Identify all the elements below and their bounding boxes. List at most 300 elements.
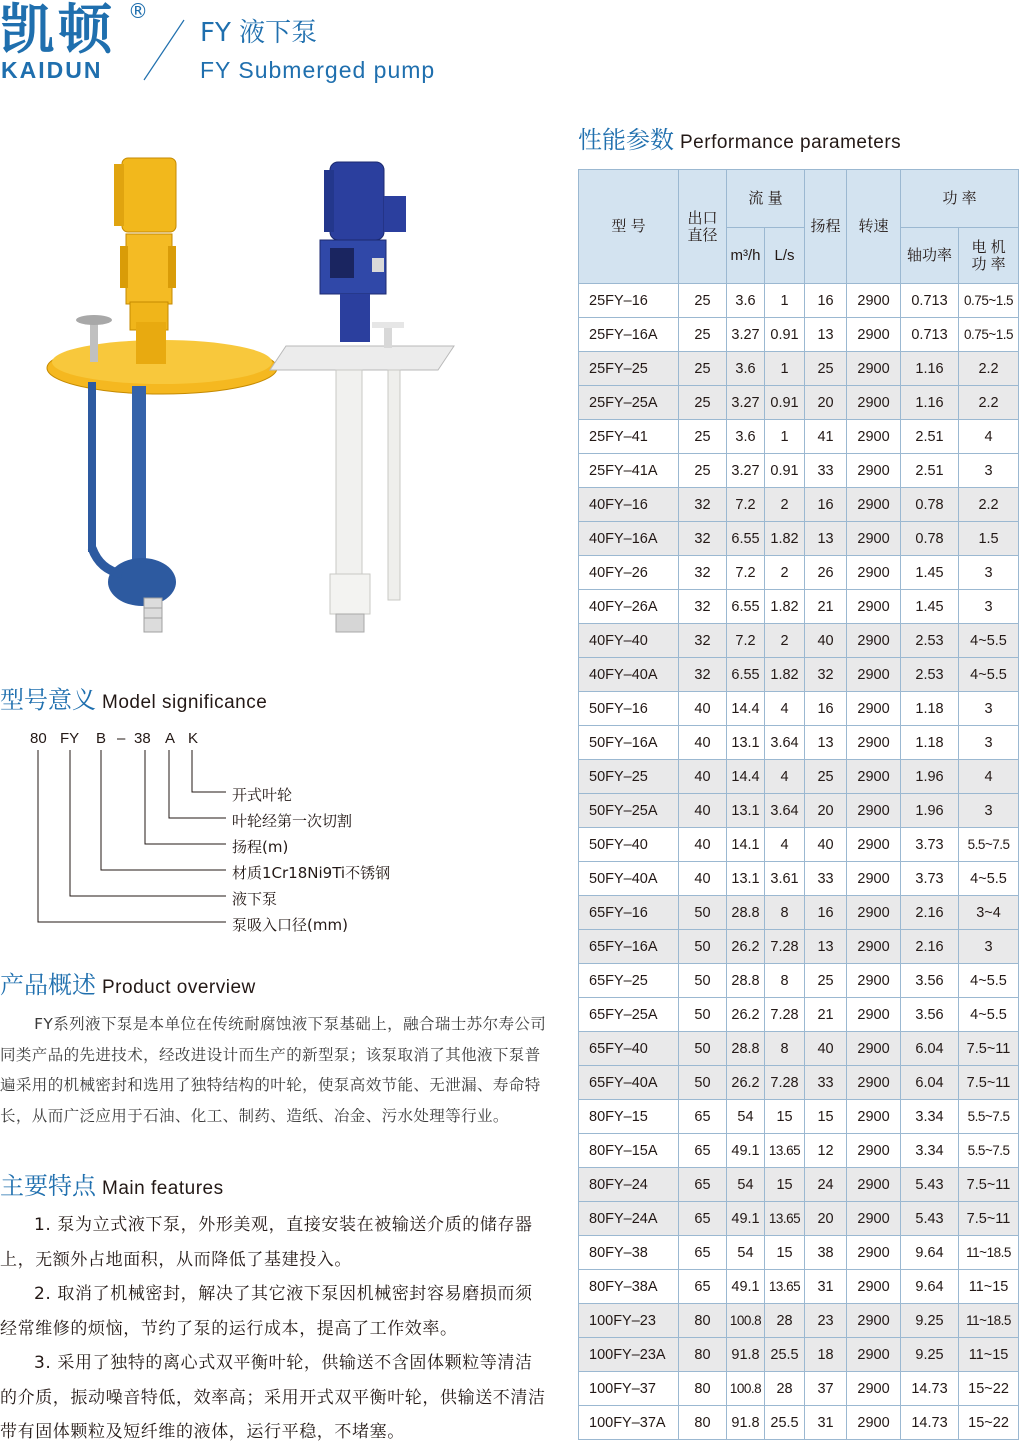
cell-motor-power: 7.5~11 [959, 1066, 1019, 1100]
cell-motor-power: 3~4 [959, 896, 1019, 930]
header-flow-m3h: m³/h [727, 228, 765, 284]
header-divider [140, 18, 186, 82]
cell-flow-ls: 1.82 [765, 658, 805, 692]
cell-shaft-power: 1.18 [901, 692, 959, 726]
cell-head: 31 [805, 1406, 847, 1440]
cell-motor-power: 3 [959, 590, 1019, 624]
cell-shaft-power: 0.713 [901, 284, 959, 318]
cell-model: 50FY–40A [579, 862, 679, 896]
cell-model: 25FY–41A [579, 454, 679, 488]
features-heading-cn: 主要特点 [0, 1172, 96, 1200]
meaning-material: 材质1Cr18Ni9Ti不锈钢 [232, 864, 391, 882]
cell-shaft-power: 14.73 [901, 1372, 959, 1406]
cell-flow-ls: 4 [765, 692, 805, 726]
table-row [579, 896, 1019, 930]
cell-motor-power: 5.5~7.5 [959, 1134, 1019, 1168]
cell-model: 80FY–24 [579, 1168, 679, 1202]
cell-flow-m3h: 54 [727, 1168, 765, 1202]
cell-motor-power: 5.5~7.5 [959, 828, 1019, 862]
cell-motor-power: 4 [959, 420, 1019, 454]
cell-flow-ls: 4 [765, 828, 805, 862]
cell-flow-ls: 28 [765, 1372, 805, 1406]
header-flow-ls: L/s [765, 228, 805, 284]
cell-speed: 2900 [847, 760, 901, 794]
cell-motor-power: 15~22 [959, 1372, 1019, 1406]
cell-flow-m3h: 91.8 [727, 1338, 765, 1372]
cell-speed: 2900 [847, 1168, 901, 1202]
cell-flow-m3h: 28.8 [727, 896, 765, 930]
cell-shaft-power: 14.73 [901, 1406, 959, 1440]
cell-outlet-diameter: 40 [679, 692, 727, 726]
meaning-head: 扬程(m) [232, 838, 289, 856]
cell-speed: 2900 [847, 658, 901, 692]
cell-head: 21 [805, 998, 847, 1032]
cell-shaft-power: 1.16 [901, 386, 959, 420]
table-row [579, 760, 1019, 794]
header-head: 扬程 [805, 170, 847, 284]
cell-head: 13 [805, 930, 847, 964]
cell-outlet-diameter: 50 [679, 964, 727, 998]
cell-speed: 2900 [847, 522, 901, 556]
table-row [579, 862, 1019, 896]
cell-flow-ls: 0.91 [765, 318, 805, 352]
performance-section-heading [578, 124, 901, 159]
cell-model: 50FY–16 [579, 692, 679, 726]
cell-head: 31 [805, 1270, 847, 1304]
header-shaft-power: 轴功率 [901, 228, 959, 284]
table-row [579, 1406, 1019, 1440]
header-motor-power: 电 机 功 率 [959, 228, 1019, 284]
feature-item: 3. 采用了独特的离心式双平衡叶轮，供输送不含固体颗粒等清洁的介质，振动噪音特低，效率高；采用开式双平衡叶轮，供输送不清洁带有固体颗粒及短纤维的液体，运行平稳，不堵塞。 [0, 1353, 546, 1442]
cell-shaft-power: 5.43 [901, 1202, 959, 1236]
cell-outlet-diameter: 80 [679, 1406, 727, 1440]
cell-flow-ls: 1.82 [765, 522, 805, 556]
cell-motor-power: 4~5.5 [959, 862, 1019, 896]
cell-model: 65FY–16A [579, 930, 679, 964]
cell-speed: 2900 [847, 930, 901, 964]
cell-speed: 2900 [847, 488, 901, 522]
cell-flow-m3h: 13.1 [727, 862, 765, 896]
cell-outlet-diameter: 65 [679, 1270, 727, 1304]
yellow-pump-image [47, 158, 277, 632]
cell-shaft-power: 1.96 [901, 794, 959, 828]
cell-head: 33 [805, 1066, 847, 1100]
cell-head: 40 [805, 1032, 847, 1066]
cell-speed: 2900 [847, 964, 901, 998]
code-part-head: 38 [134, 730, 151, 747]
cell-flow-m3h: 13.1 [727, 794, 765, 828]
performance-heading-cn: 性能参数 [578, 126, 674, 154]
cell-shaft-power: 2.16 [901, 896, 959, 930]
cell-flow-m3h: 3.6 [727, 284, 765, 318]
cell-speed: 2900 [847, 862, 901, 896]
cell-flow-m3h: 7.2 [727, 624, 765, 658]
cell-flow-m3h: 14.4 [727, 760, 765, 794]
cell-speed: 2900 [847, 624, 901, 658]
cell-flow-ls: 1 [765, 352, 805, 386]
cell-shaft-power: 0.78 [901, 488, 959, 522]
cell-shaft-power: 0.78 [901, 522, 959, 556]
cell-flow-ls: 3.64 [765, 726, 805, 760]
cell-flow-m3h: 28.8 [727, 964, 765, 998]
cell-outlet-diameter: 40 [679, 726, 727, 760]
cell-outlet-diameter: 40 [679, 862, 727, 896]
cell-shaft-power: 9.64 [901, 1270, 959, 1304]
overview-section-heading [0, 969, 256, 1004]
cell-model: 40FY–40 [579, 624, 679, 658]
header-speed: 转速 [847, 170, 901, 284]
cell-flow-ls: 8 [765, 896, 805, 930]
brand-logo-en: KAIDUN [1, 57, 103, 83]
cell-head: 16 [805, 284, 847, 318]
cell-head: 32 [805, 658, 847, 692]
cell-flow-ls: 7.28 [765, 1066, 805, 1100]
cell-motor-power: 4~5.5 [959, 624, 1019, 658]
cell-model: 65FY–40A [579, 1066, 679, 1100]
cell-speed: 2900 [847, 1134, 901, 1168]
cell-flow-m3h: 3.27 [727, 318, 765, 352]
cell-outlet-diameter: 40 [679, 760, 727, 794]
meaning-impeller-cut: 叶轮经第一次切割 [232, 812, 353, 830]
cell-motor-power: 3 [959, 794, 1019, 828]
meaning-open-impeller: 开式叶轮 [232, 786, 293, 804]
table-row [579, 1202, 1019, 1236]
model-section-heading [0, 684, 267, 719]
cell-speed: 2900 [847, 1372, 901, 1406]
table-row [579, 318, 1019, 352]
table-row [579, 1236, 1019, 1270]
table-row [579, 556, 1019, 590]
table-row [579, 420, 1019, 454]
cell-outlet-diameter: 25 [679, 454, 727, 488]
cell-head: 25 [805, 352, 847, 386]
cell-shaft-power: 2.53 [901, 658, 959, 692]
overview-heading-en: Product overview [102, 977, 256, 998]
table-row [579, 964, 1019, 998]
cell-flow-ls: 8 [765, 1032, 805, 1066]
cell-head: 33 [805, 862, 847, 896]
cell-flow-ls: 7.28 [765, 930, 805, 964]
cell-outlet-diameter: 50 [679, 896, 727, 930]
cell-motor-power: 4~5.5 [959, 998, 1019, 1032]
cell-outlet-diameter: 40 [679, 828, 727, 862]
cell-flow-m3h: 3.6 [727, 352, 765, 386]
cell-model: 65FY–16 [579, 896, 679, 930]
cell-head: 12 [805, 1134, 847, 1168]
cell-model: 40FY–26A [579, 590, 679, 624]
cell-flow-ls: 2 [765, 488, 805, 522]
page-title-cn: FY 液下泵 [200, 18, 318, 48]
overview-heading-cn: 产品概述 [0, 971, 96, 999]
cell-flow-ls: 4 [765, 760, 805, 794]
cell-speed: 2900 [847, 556, 901, 590]
features-list [0, 1208, 550, 1450]
performance-heading-en: Performance parameters [680, 132, 902, 153]
cell-outlet-diameter: 65 [679, 1100, 727, 1134]
cell-speed: 2900 [847, 590, 901, 624]
code-part-impeller: K [188, 730, 199, 747]
cell-speed: 2900 [847, 1270, 901, 1304]
cell-model: 65FY–25A [579, 998, 679, 1032]
cell-flow-m3h: 100.8 [727, 1372, 765, 1406]
table-row [579, 658, 1019, 692]
cell-speed: 2900 [847, 386, 901, 420]
cell-speed: 2900 [847, 1066, 901, 1100]
meaning-inlet-diameter: 泵吸入口径(mm) [232, 916, 348, 934]
cell-flow-ls: 13.65 [765, 1270, 805, 1304]
cell-head: 13 [805, 318, 847, 352]
cell-shaft-power: 9.64 [901, 1236, 959, 1270]
table-row [579, 692, 1019, 726]
table-row [579, 590, 1019, 624]
table-row [579, 1270, 1019, 1304]
cell-flow-m3h: 3.6 [727, 420, 765, 454]
cell-flow-m3h: 100.8 [727, 1304, 765, 1338]
cell-model: 100FY–23A [579, 1338, 679, 1372]
cell-speed: 2900 [847, 1406, 901, 1440]
cell-model: 40FY–26 [579, 556, 679, 590]
cell-outlet-diameter: 80 [679, 1372, 727, 1406]
cell-head: 25 [805, 760, 847, 794]
cell-flow-ls: 3.61 [765, 862, 805, 896]
cell-motor-power: 11~18.5 [959, 1236, 1019, 1270]
cell-outlet-diameter: 25 [679, 352, 727, 386]
cell-head: 13 [805, 522, 847, 556]
cell-model: 40FY–40A [579, 658, 679, 692]
cell-model: 65FY–40 [579, 1032, 679, 1066]
header-flow: 流 量 [727, 170, 805, 228]
cell-model: 80FY–15 [579, 1100, 679, 1134]
cell-outlet-diameter: 32 [679, 556, 727, 590]
cell-flow-m3h: 3.27 [727, 386, 765, 420]
code-part-material: B [96, 730, 107, 747]
table-row [579, 386, 1019, 420]
cell-flow-ls: 15 [765, 1236, 805, 1270]
table-row [579, 488, 1019, 522]
table-row [579, 1066, 1019, 1100]
cell-shaft-power: 6.04 [901, 1066, 959, 1100]
cell-outlet-diameter: 32 [679, 624, 727, 658]
cell-shaft-power: 1.18 [901, 726, 959, 760]
cell-shaft-power: 1.16 [901, 352, 959, 386]
cell-speed: 2900 [847, 828, 901, 862]
overview-paragraph [0, 1009, 550, 1131]
cell-shaft-power: 2.16 [901, 930, 959, 964]
cell-speed: 2900 [847, 1304, 901, 1338]
cell-model: 25FY–25A [579, 386, 679, 420]
table-row [579, 454, 1019, 488]
cell-model: 80FY–24A [579, 1202, 679, 1236]
cell-speed: 2900 [847, 284, 901, 318]
cell-flow-ls: 13.65 [765, 1134, 805, 1168]
cell-flow-m3h: 14.1 [727, 828, 765, 862]
cell-flow-ls: 8 [765, 964, 805, 998]
cell-shaft-power: 9.25 [901, 1304, 959, 1338]
cell-flow-ls: 25.5 [765, 1406, 805, 1440]
cell-flow-m3h: 26.2 [727, 930, 765, 964]
table-row [579, 522, 1019, 556]
cell-shaft-power: 3.34 [901, 1100, 959, 1134]
table-row [579, 352, 1019, 386]
cell-model: 50FY–40 [579, 828, 679, 862]
cell-model: 100FY–37A [579, 1406, 679, 1440]
cell-flow-m3h: 3.27 [727, 454, 765, 488]
cell-outlet-diameter: 65 [679, 1168, 727, 1202]
cell-outlet-diameter: 50 [679, 930, 727, 964]
cell-speed: 2900 [847, 1236, 901, 1270]
cell-speed: 2900 [847, 726, 901, 760]
registered-mark: ® [128, 0, 148, 23]
cell-flow-m3h: 49.1 [727, 1134, 765, 1168]
cell-speed: 2900 [847, 1202, 901, 1236]
cell-flow-ls: 13.65 [765, 1202, 805, 1236]
cell-shaft-power: 6.04 [901, 1032, 959, 1066]
cell-motor-power: 4~5.5 [959, 964, 1019, 998]
cell-motor-power: 1.5 [959, 522, 1019, 556]
cell-flow-ls: 28 [765, 1304, 805, 1338]
cell-model: 80FY–38A [579, 1270, 679, 1304]
cell-model: 80FY–38 [579, 1236, 679, 1270]
cell-speed: 2900 [847, 998, 901, 1032]
cell-motor-power: 0.75~1.5 [959, 318, 1019, 352]
cell-head: 40 [805, 828, 847, 862]
cell-outlet-diameter: 50 [679, 1032, 727, 1066]
model-heading-cn: 型号意义 [0, 686, 96, 714]
table-row [579, 794, 1019, 828]
cell-head: 18 [805, 1338, 847, 1372]
cell-head: 20 [805, 1202, 847, 1236]
cell-shaft-power: 3.34 [901, 1134, 959, 1168]
features-heading-en: Main features [102, 1178, 224, 1199]
cell-flow-ls: 0.91 [765, 454, 805, 488]
cell-speed: 2900 [847, 454, 901, 488]
cell-head: 40 [805, 624, 847, 658]
cell-head: 23 [805, 1304, 847, 1338]
table-row [579, 828, 1019, 862]
cell-model: 25FY–41 [579, 420, 679, 454]
table-row [579, 1134, 1019, 1168]
meaning-submerged-pump: 液下泵 [232, 890, 278, 908]
model-heading-en: Model significance [102, 692, 268, 713]
cell-shaft-power: 2.51 [901, 454, 959, 488]
cell-speed: 2900 [847, 794, 901, 828]
cell-model: 40FY–16 [579, 488, 679, 522]
cell-shaft-power: 1.45 [901, 590, 959, 624]
cell-motor-power: 3 [959, 930, 1019, 964]
cell-speed: 2900 [847, 896, 901, 930]
cell-flow-ls: 1 [765, 420, 805, 454]
cell-outlet-diameter: 25 [679, 284, 727, 318]
cell-flow-ls: 1 [765, 284, 805, 318]
cell-flow-ls: 2 [765, 624, 805, 658]
blue-pump-image [270, 162, 454, 632]
cell-flow-m3h: 28.8 [727, 1032, 765, 1066]
cell-head: 37 [805, 1372, 847, 1406]
cell-shaft-power: 5.43 [901, 1168, 959, 1202]
cell-flow-ls: 25.5 [765, 1338, 805, 1372]
cell-outlet-diameter: 65 [679, 1236, 727, 1270]
table-row [579, 1168, 1019, 1202]
feature-item: 2. 取消了机械密封，解决了其它液下泵因机械密封容易磨损而须经常维修的烦恼，节约了泵的运行成本，提高了工作效率。 [0, 1284, 533, 1339]
header-power: 功 率 [901, 170, 1019, 228]
cell-head: 20 [805, 386, 847, 420]
cell-model: 100FY–23 [579, 1304, 679, 1338]
cell-head: 13 [805, 726, 847, 760]
cell-motor-power: 15~22 [959, 1406, 1019, 1440]
cell-flow-m3h: 91.8 [727, 1406, 765, 1440]
code-part-cut: A [165, 730, 176, 747]
cell-motor-power: 11~15 [959, 1270, 1019, 1304]
cell-head: 15 [805, 1100, 847, 1134]
header-outlet-diameter: 出口 直径 [679, 170, 727, 284]
cell-flow-ls: 1.82 [765, 590, 805, 624]
table-row [579, 284, 1019, 318]
performance-table-body [579, 284, 1019, 1440]
cell-outlet-diameter: 25 [679, 318, 727, 352]
cell-model: 50FY–25 [579, 760, 679, 794]
cell-flow-m3h: 49.1 [727, 1270, 765, 1304]
cell-flow-m3h: 7.2 [727, 556, 765, 590]
cell-flow-ls: 3.64 [765, 794, 805, 828]
cell-flow-m3h: 7.2 [727, 488, 765, 522]
cell-head: 21 [805, 590, 847, 624]
cell-motor-power: 7.5~11 [959, 1032, 1019, 1066]
cell-head: 25 [805, 964, 847, 998]
feature-item: 1. 泵为立式液下泵，外形美观，直接安装在被输送介质的储存器上，无额外占地面积，从而降低了基建投入。 [0, 1215, 533, 1270]
overview-text: FY系列液下泵是本单位在传统耐腐蚀液下泵基础上，融合瑞士苏尔寿公司同类产品的先进技术，经改进设计而生产的新型泵；该泵取消了其他液下泵普遍采用的机械密封和选用了独特结构的叶轮，使泵高效节能、无泄漏、寿命特长，从而广泛应用于石油、化工、制药、造纸、冶金、污水处理等行业。 [0, 1015, 547, 1125]
cell-motor-power: 5.5~7.5 [959, 1100, 1019, 1134]
cell-motor-power: 3 [959, 454, 1019, 488]
cell-shaft-power: 9.25 [901, 1338, 959, 1372]
cell-outlet-diameter: 80 [679, 1338, 727, 1372]
cell-motor-power: 2.2 [959, 352, 1019, 386]
cell-model: 25FY–16 [579, 284, 679, 318]
cell-shaft-power: 0.713 [901, 318, 959, 352]
cell-outlet-diameter: 65 [679, 1134, 727, 1168]
cell-speed: 2900 [847, 420, 901, 454]
code-part-size: 80 [30, 730, 47, 747]
cell-speed: 2900 [847, 352, 901, 386]
table-row [579, 1372, 1019, 1406]
cell-model: 50FY–25A [579, 794, 679, 828]
cell-outlet-diameter: 25 [679, 386, 727, 420]
cell-motor-power: 2.2 [959, 386, 1019, 420]
performance-table [578, 169, 1019, 1440]
table-row [579, 1338, 1019, 1372]
cell-flow-m3h: 6.55 [727, 590, 765, 624]
cell-head: 33 [805, 454, 847, 488]
header-model: 型 号 [579, 170, 679, 284]
cell-shaft-power: 1.96 [901, 760, 959, 794]
code-part-series: FY [60, 730, 80, 747]
cell-outlet-diameter: 32 [679, 488, 727, 522]
table-row [579, 624, 1019, 658]
cell-speed: 2900 [847, 692, 901, 726]
cell-head: 20 [805, 794, 847, 828]
cell-outlet-diameter: 65 [679, 1202, 727, 1236]
model-code-leader-lines [0, 748, 240, 928]
code-part-dash: – [117, 730, 126, 747]
cell-flow-ls: 7.28 [765, 998, 805, 1032]
cell-model: 25FY–16A [579, 318, 679, 352]
pump-product-images [30, 150, 470, 640]
cell-model: 65FY–25 [579, 964, 679, 998]
cell-head: 16 [805, 896, 847, 930]
cell-shaft-power: 3.56 [901, 998, 959, 1032]
cell-speed: 2900 [847, 1100, 901, 1134]
cell-model: 40FY–16A [579, 522, 679, 556]
cell-motor-power: 11~18.5 [959, 1304, 1019, 1338]
